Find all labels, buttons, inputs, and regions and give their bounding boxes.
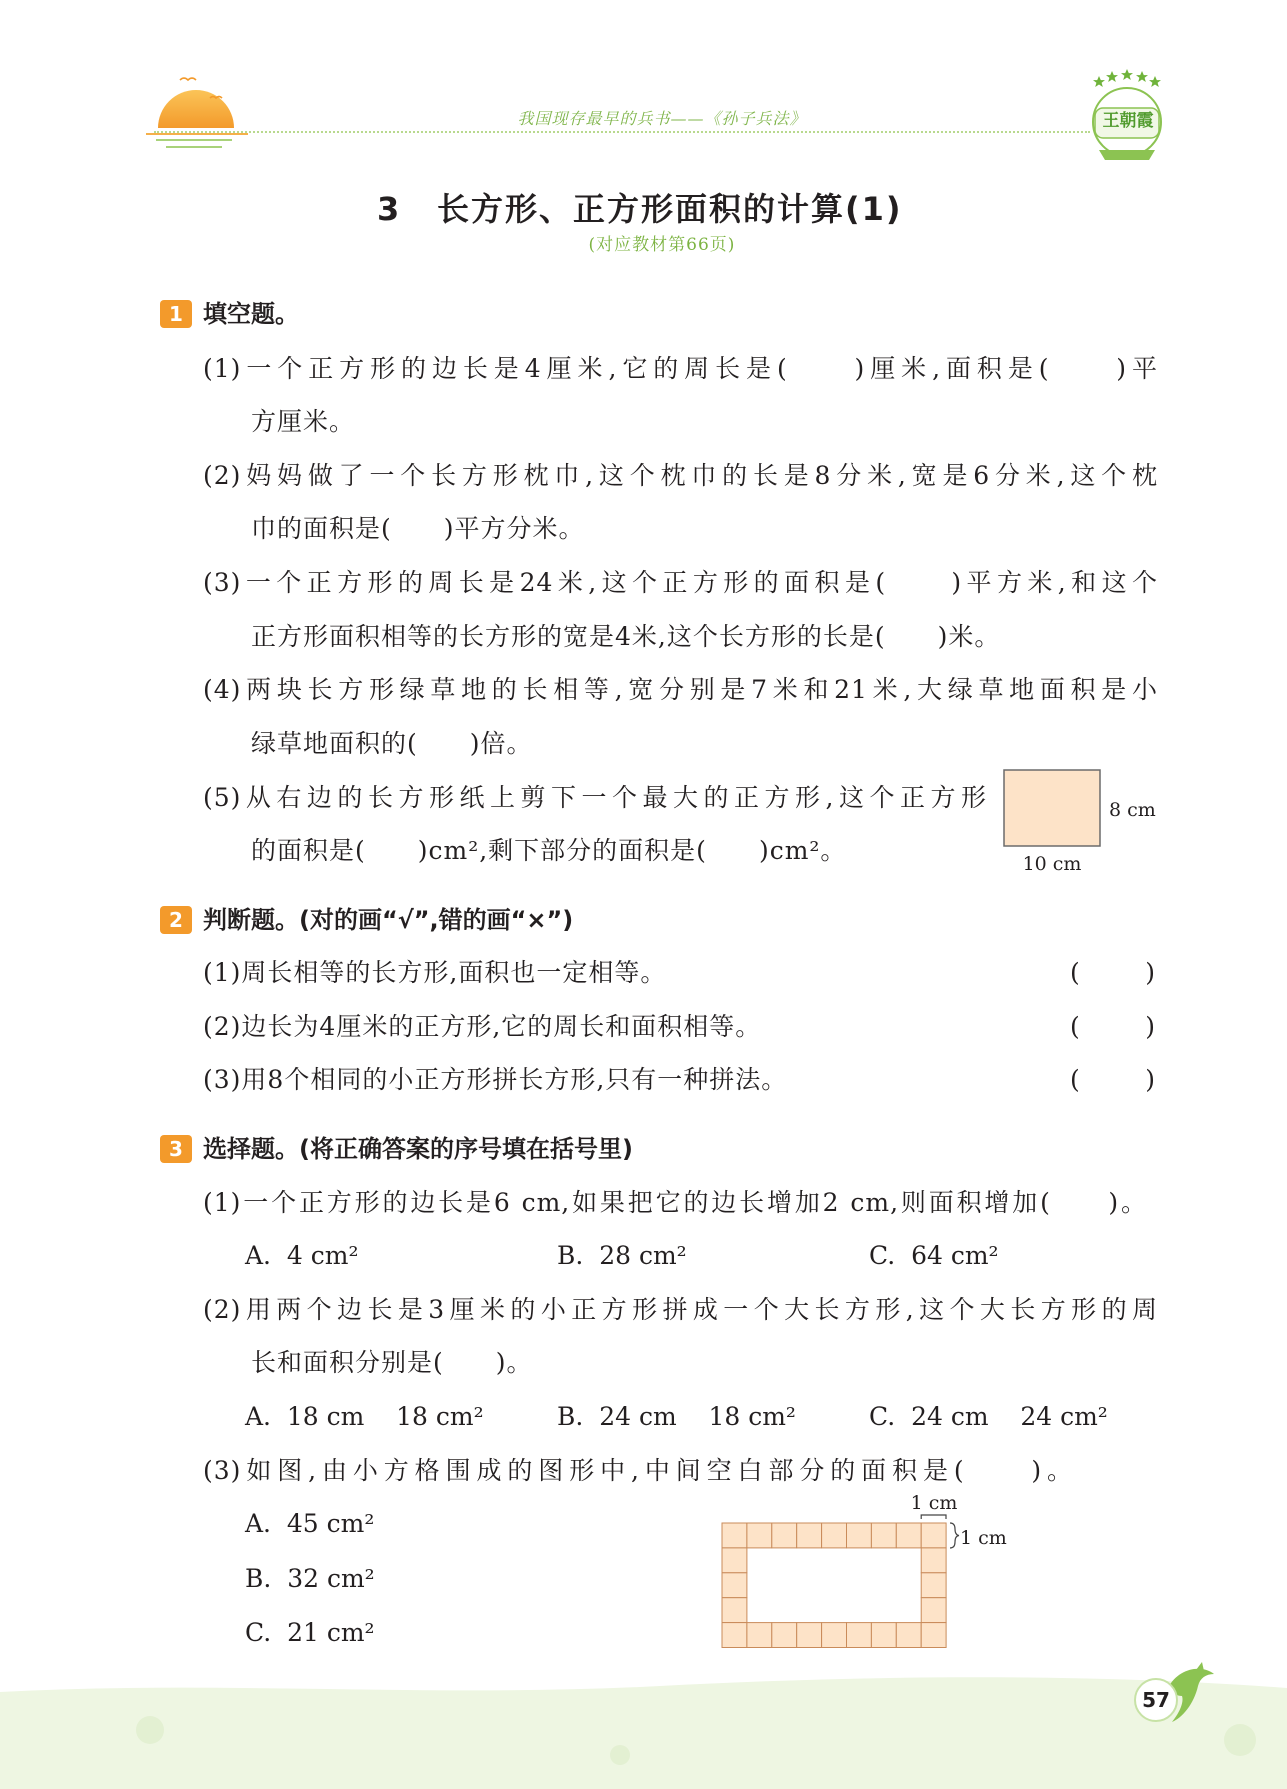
grid-cell [921,1623,946,1648]
choice-q3-option-b[interactable]: B. 32 cm² [245,1564,375,1593]
choice-q1-option-a[interactable]: A. 4 cm² [245,1241,359,1270]
choice-q3-option-c[interactable]: C. 21 cm² [245,1618,375,1647]
judge-q2: (2)边长为4厘米的正方形,它的周长和面积相等。 [203,1012,762,1041]
grid-cell [896,1523,921,1548]
grid-cell [722,1523,747,1548]
grid-cell [847,1523,872,1548]
section-badge-2: 2 [160,906,192,934]
grid-cell [822,1623,847,1648]
choice-q3-option-a[interactable]: A. 45 cm² [245,1509,375,1538]
section-badge-1: 1 [160,300,192,328]
grid-cell [722,1548,747,1573]
choice-q1-option-c[interactable]: C. 64 cm² [869,1241,999,1270]
grid-cell [921,1523,946,1548]
judge-q3: (3)用8个相同的小正方形拼长方形,只有一种拼法。 [203,1065,788,1094]
page-title: 长方形、正方形面积的计算(1) [437,190,903,228]
footer-band [0,1660,1287,1789]
sun-icon [140,72,260,162]
page-number: 57 [1142,1688,1170,1712]
section-badge-3: 3 [160,1135,192,1163]
rect-width-label: 10 cm [1022,853,1082,875]
grid-cell [847,1623,872,1648]
header-motto: 我国现存最早的兵书——《孙子兵法》 [517,109,807,128]
fill-q2-line2: 巾的面积是( )平方分米。 [251,514,585,543]
section-heading-fill-blank: 填空题。 [203,300,299,328]
grid-cell [822,1523,847,1548]
grid-top-unit-label: 1 cm [910,1492,958,1514]
judge-q1: (1)周长相等的长方形,面积也一定相等。 [203,958,667,987]
rect-height-label: 8 cm [1109,799,1156,821]
choice-q2-line2: 长和面积分别是( )。 [251,1348,533,1377]
fill-q3-line1: (3)一个正方形的周长是24米,这个正方形的面积是( )平方米,和这个 [203,568,1158,597]
fill-q1-line1: (1)一个正方形的边长是4厘米,它的周长是( )厘米,面积是( )平 [203,354,1158,383]
choice-q1-option-b[interactable]: B. 28 cm² [557,1241,687,1270]
grid-cell [772,1623,797,1648]
choice-q1: (1)一个正方形的边长是6 cm,如果把它的边长增加2 cm,则面积增加( )。 [203,1188,1147,1217]
fill-q4-line1: (4)两块长方形绿草地的长相等,宽分别是7米和21米,大绿草地面积是小 [203,675,1158,704]
lesson-number: 3 [377,190,400,228]
grid-cell [747,1523,772,1548]
choice-q2-option-b[interactable]: B. 24 cm 18 cm² [557,1402,796,1431]
section-heading-multiple-choice: 选择题。(将正确答案的序号填在括号里) [203,1135,633,1163]
judge-q1-answer-box[interactable]: ( ) [1070,958,1155,987]
logo-text: 王朝霞 [1102,111,1154,131]
grid-cell [896,1623,921,1648]
header-divider [154,131,1090,133]
top-cell-bracket [921,1515,946,1519]
choice-q2-line1: (2)用两个边长是3厘米的小正方形拼成一个大长方形,这个大长方形的周 [203,1295,1158,1324]
judge-q2-answer-box[interactable]: ( ) [1070,1012,1155,1041]
paper-rectangle-figure [1003,769,1103,849]
fill-q4-line2: 绿草地面积的( )倍。 [251,729,533,758]
grid-side-unit-label: 1 cm [960,1527,1007,1549]
grid-cells [722,1523,946,1648]
grid-cell [772,1523,797,1548]
grid-cell [921,1573,946,1598]
fill-q5-line2: 的面积是( )cm²,剩下部分的面积是( )cm²。 [251,836,847,865]
grid-cell [921,1598,946,1623]
fill-q3-line2: 正方形面积相等的长方形的宽是4米,这个长方形的长是( )米。 [251,622,1001,651]
grid-cell [871,1523,896,1548]
grid-cell [722,1623,747,1648]
grid-cell [871,1623,896,1648]
square-grid-figure [700,1490,970,1660]
section-heading-true-false: 判断题。(对的画“√”,错的画“×”) [203,906,574,934]
judge-q3-answer-box[interactable]: ( ) [1070,1065,1155,1094]
choice-q2-option-c[interactable]: C. 24 cm 24 cm² [869,1402,1108,1431]
grid-cell [722,1598,747,1623]
grid-cell [921,1548,946,1573]
fill-q2-line1: (2)妈妈做了一个长方形枕巾,这个枕巾的长是8分米,宽是6分米,这个枕 [203,461,1158,490]
grid-cell [722,1573,747,1598]
fill-q5-line1: (5)从右边的长方形纸上剪下一个最大的正方形,这个正方形 [203,783,987,812]
textbook-reference: (对应教材第66页) [588,235,736,255]
choice-q2-option-a[interactable]: A. 18 cm 18 cm² [245,1402,484,1431]
fill-q1-line2: 方厘米。 [251,407,356,436]
side-cell-brace [950,1523,959,1548]
grid-cell [797,1523,822,1548]
choice-q3: (3)如图,由小方格围成的图形中,中间空白部分的面积是( )。 [203,1456,1073,1485]
grid-cell [747,1623,772,1648]
grid-cell [797,1623,822,1648]
